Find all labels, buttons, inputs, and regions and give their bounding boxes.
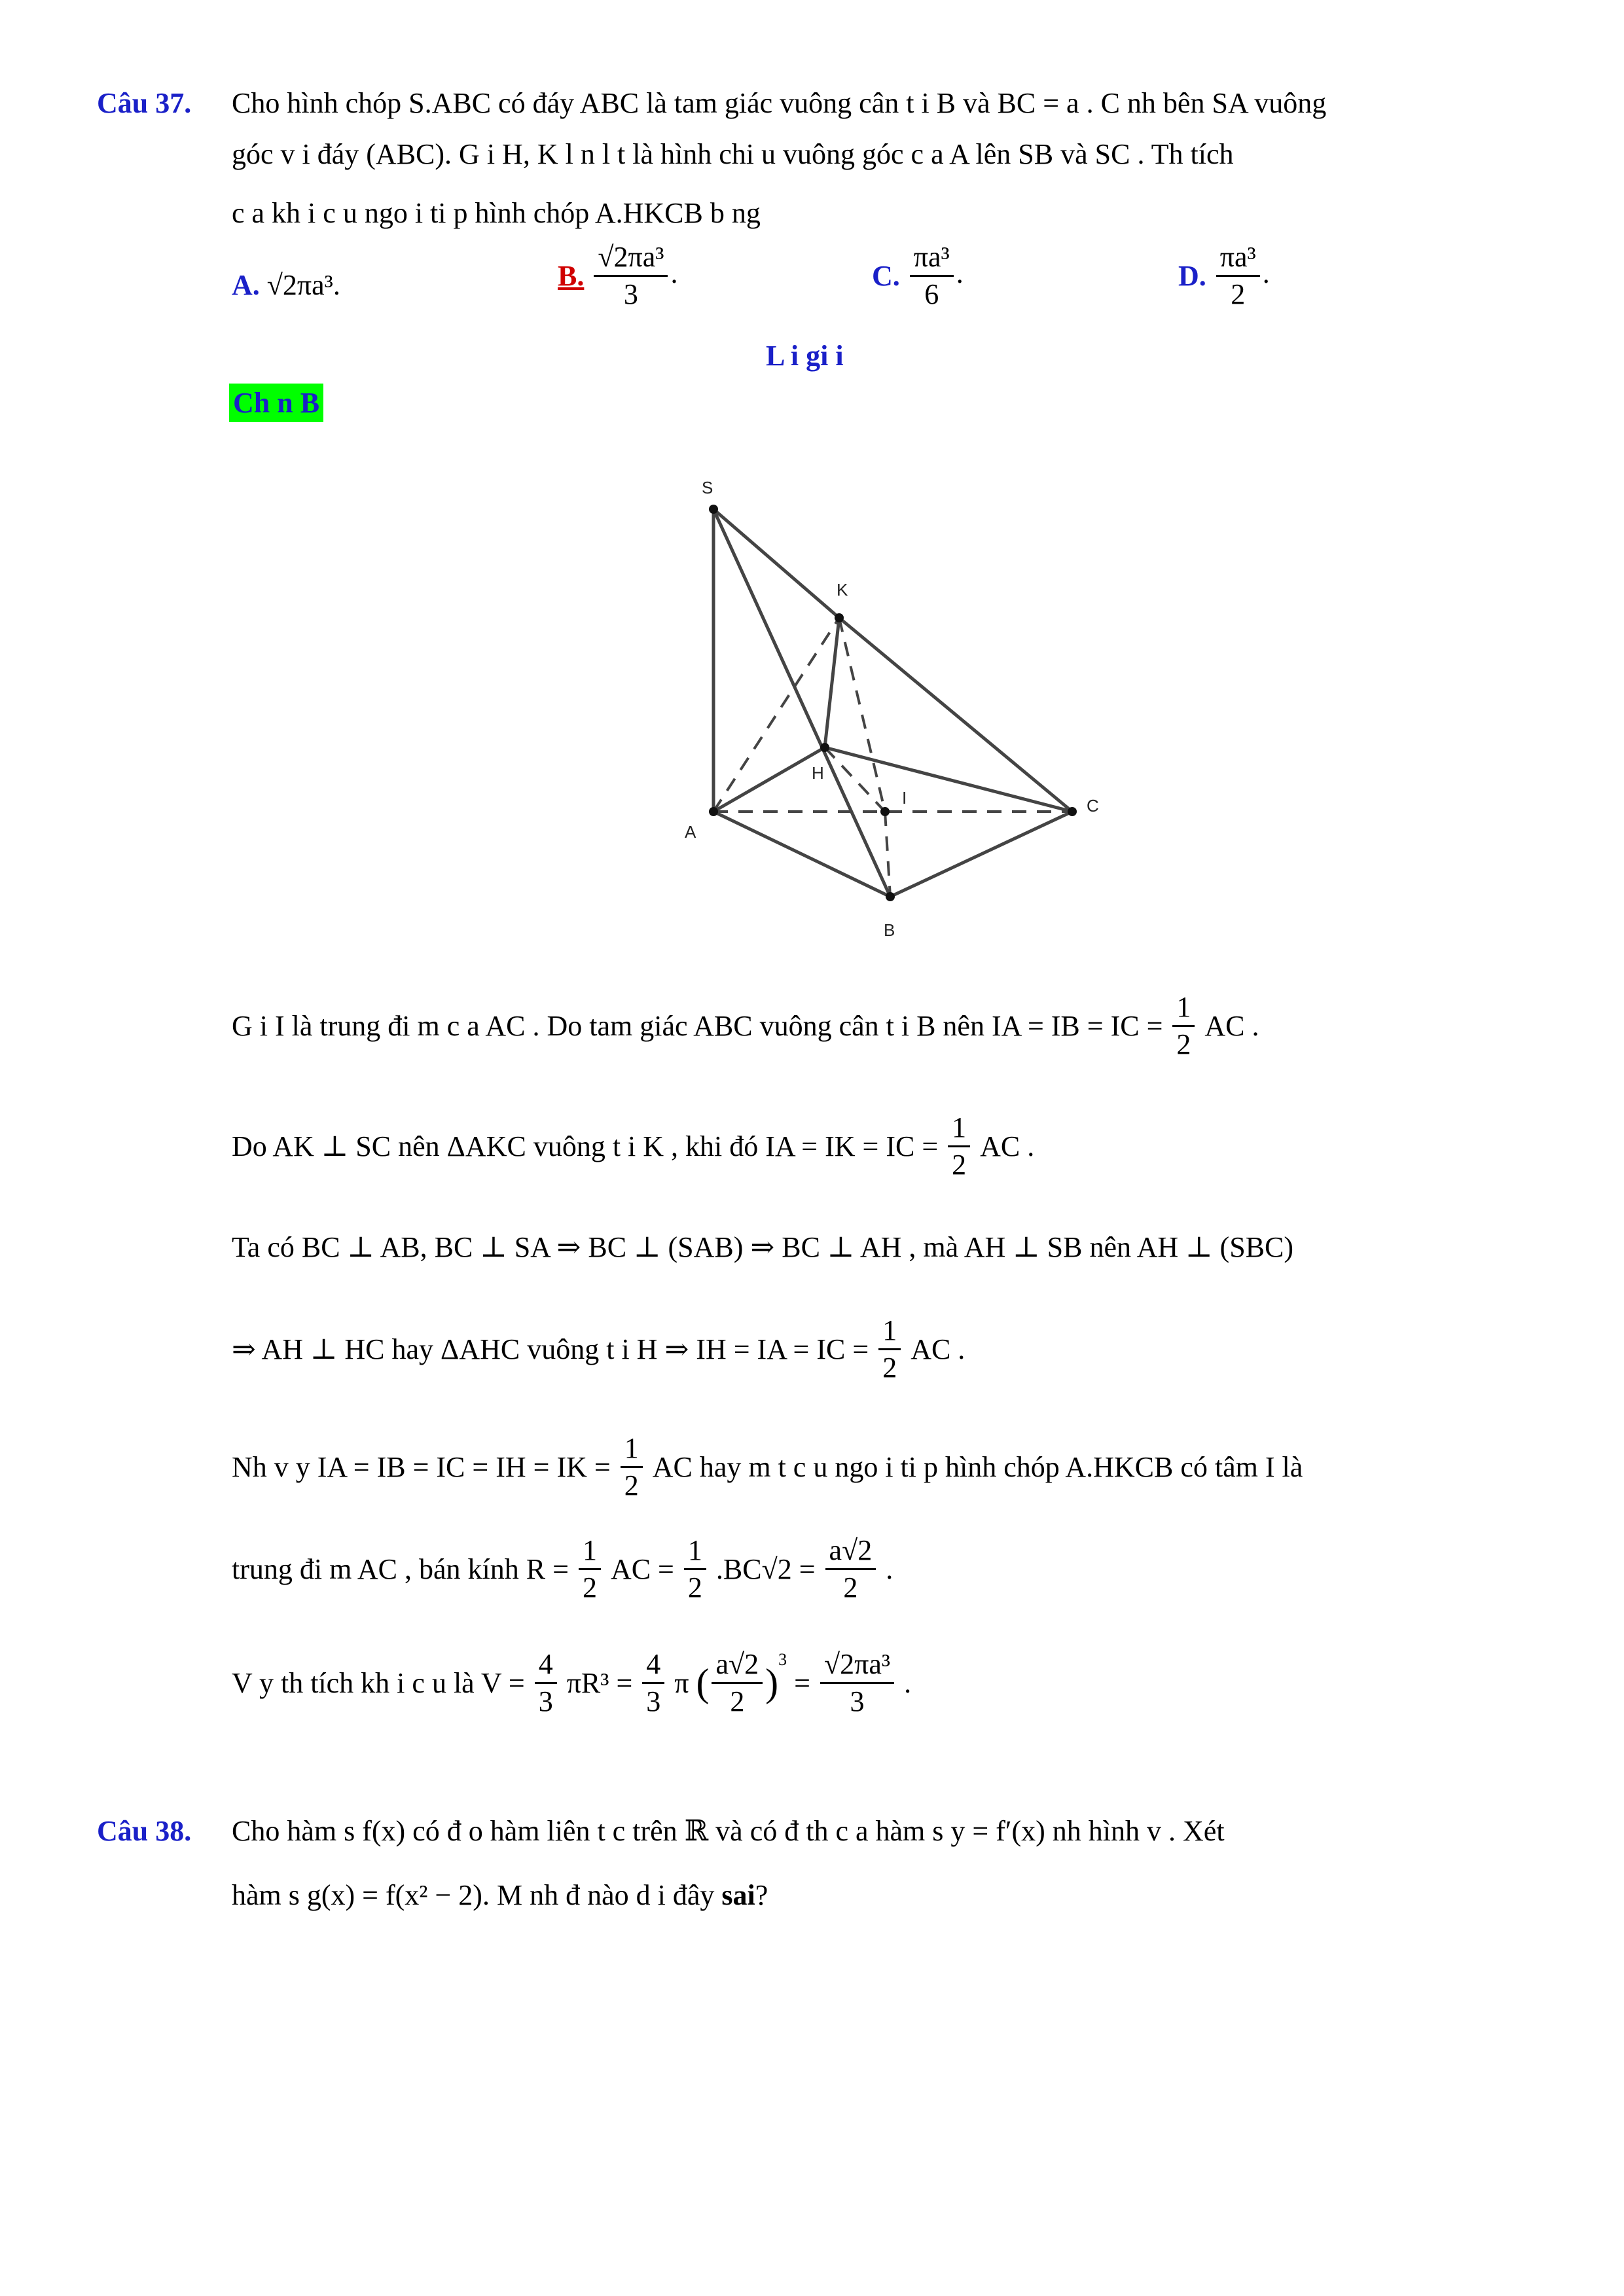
question-37-line-2: góc v i đáy (ABC). G i H, K l n l t là hình chi u vuông góc c a A lên SB và SC . Th tích: [232, 138, 1234, 170]
option-b-fraction: [594, 242, 668, 310]
label-k: K: [837, 580, 848, 600]
option-d-denominator: 2: [1231, 278, 1246, 311]
four-thirds-2: $\frac{4}{3}$: [642, 1649, 664, 1717]
point-k: [835, 613, 844, 622]
question-37-label: Câu 37.: [97, 87, 192, 119]
option-a-label: A.: [232, 269, 260, 301]
point-a: [709, 807, 718, 816]
label-i: I: [902, 788, 907, 808]
solution-line-2: [232, 1113, 1034, 1180]
solution-line-7-mid: πR³ =: [566, 1667, 633, 1700]
solution-line-5: [232, 1433, 1303, 1501]
half-fraction-1: $\frac{1}{2}$: [1172, 992, 1195, 1060]
solution-line-5-text: Nh v y IA = IB = IC = IH = IK =: [232, 1451, 611, 1484]
solution-line-7-head: V y th tích kh i c u là V =: [232, 1667, 525, 1700]
option-c[interactable]: C. $\frac{\text{πa³}}{6}$ .: [872, 241, 964, 311]
chosen-answer: Ch n B: [229, 384, 323, 422]
question-38-line-2-c: ?: [755, 1879, 768, 1911]
solution-line-3: Ta có BC ⊥ AB, BC ⊥ SA ⇒ BC ⊥ (SAB) ⇒ BC ⊥ AH , mà AH ⊥ SB nên AH ⊥ (SBC): [232, 1231, 1294, 1263]
half-fraction-5: $\frac{1}{2}$: [621, 1433, 643, 1501]
edge-bc: [890, 812, 1072, 897]
half-fraction-2: $\frac{1}{2}$: [948, 1113, 970, 1180]
edge-ki-dashed: [839, 618, 885, 812]
question-37-line-3: c a kh i c u ngo i ti p hình chóp A.HKCB b ng: [232, 197, 761, 229]
solution-line-2-tail: AC .: [980, 1130, 1035, 1163]
solution-line-2-text: Do AK ⊥ SC nên ΔAKC vuông t i K , khi đó IA = IK = IC =: [232, 1130, 939, 1163]
question-38-line-2: [232, 1878, 768, 1912]
point-c: [1068, 807, 1077, 816]
solution-line-6-head: trung đi m AC , bán kính R =: [232, 1553, 569, 1586]
question-38-line-2-a: hàm s g(x) = f(x² − 2). M nh đ nào d i đây: [232, 1879, 722, 1911]
solution-line-4: [232, 1316, 965, 1383]
option-b-numerator: √2πa³: [594, 242, 668, 277]
pyramid-figure: [655, 465, 1126, 949]
a-root2-over-2: $\frac{a√2}{2}$: [825, 1535, 876, 1603]
edge-sb: [713, 509, 890, 897]
edge-ah: [713, 747, 825, 812]
solution-line-1-tail: AC .: [1204, 1010, 1259, 1043]
cube-exponent: 3: [778, 1649, 787, 1669]
option-d-numerator: πa³: [1216, 242, 1260, 277]
label-s: S: [702, 478, 713, 497]
solution-line-6: trung đi m AC , bán kính R = $\frac{1}{2}$ AC = $\frac{1}{2}$ .BC√2 = $\frac{a√2}{2}$ .: [232, 1534, 893, 1604]
half-fraction-6b: $\frac{1}{2}$: [684, 1535, 706, 1603]
solution-line-4-tail: AC .: [911, 1333, 965, 1366]
a-root2-over-2-b: $\frac{a√2}{2}$: [712, 1649, 763, 1717]
option-d[interactable]: D. $\frac{\text{πa³}}{2}$ .: [1178, 241, 1270, 311]
option-a[interactable]: [232, 268, 340, 302]
option-b-label: B.: [558, 260, 585, 293]
option-d-label: D.: [1178, 260, 1206, 293]
solution-line-6-mid2: .BC√2 =: [715, 1553, 816, 1586]
label-b: B: [884, 920, 895, 940]
solution-title: L i gi i: [766, 340, 844, 372]
point-i: [880, 807, 890, 816]
solution-line-7-pi: π: [674, 1667, 689, 1700]
option-d-fraction: [1216, 242, 1260, 310]
result-fraction: $\frac{\text{√2πa³}}{3}$: [820, 1649, 894, 1717]
question-38-line-1: Cho hàm s f(x) có đ o hàm liên t c trên ℝ và có đ th c a hàm s y = f′(x) nh hình v . Xét: [232, 1815, 1225, 1847]
half-fraction-4: $\frac{1}{2}$: [878, 1316, 901, 1383]
point-s: [709, 505, 718, 514]
solution-line-5-tail: AC hay m t c u ngo i ti p hình chóp A.HKCB có tâm I là: [652, 1451, 1303, 1484]
question-38-label: Câu 38.: [97, 1815, 192, 1847]
solution-line-1-text: G i I là trung đi m c a AC . Do tam giác ABC vuông cân t i B nên IA = IB = IC =: [232, 1010, 1163, 1043]
edge-sk: [713, 509, 839, 618]
label-a: A: [685, 822, 696, 842]
half-fraction-6a: $\frac{1}{2}$: [579, 1535, 601, 1603]
option-a-text: √2πa³.: [266, 269, 340, 301]
option-c-label: C.: [872, 260, 900, 293]
option-c-denominator: 6: [924, 278, 939, 311]
option-c-numerator: πa³: [910, 242, 954, 277]
label-h: H: [812, 763, 824, 783]
solution-line-6-mid1: AC =: [610, 1553, 674, 1586]
question-37-line-1: Cho hình chóp S.ABC có đáy ABC là tam giác vuông cân t i B và BC = a . C nh bên SA vuông: [232, 87, 1327, 119]
question-38-keyword-sai: sai: [721, 1879, 755, 1911]
point-b: [886, 892, 895, 901]
point-h: [820, 743, 829, 752]
solution-line-7: V y th tích kh i c u là V = $\frac{4}{3}$ πR³ = $\frac{4}{3}$ π ( $\frac{a√2}{2}$ )$^3$ = $\frac{\text{√2πa³}}{3}$ .: [232, 1648, 912, 1718]
solution-line-4-text: ⇒ AH ⊥ HC hay ΔAHC vuông t i H ⇒ IH = IA = IC =: [232, 1333, 869, 1366]
option-b-denominator: 3: [623, 278, 638, 311]
option-b[interactable]: B. $\frac{\text{√2πa³}}{3}$ .: [558, 241, 678, 311]
label-c: C: [1087, 796, 1099, 816]
edge-ab: [713, 812, 890, 897]
option-c-fraction: [910, 242, 954, 310]
edge-hi-dashed: [825, 747, 885, 812]
four-thirds-1: $\frac{4}{3}$: [535, 1649, 557, 1717]
solution-line-1: [232, 992, 1259, 1060]
